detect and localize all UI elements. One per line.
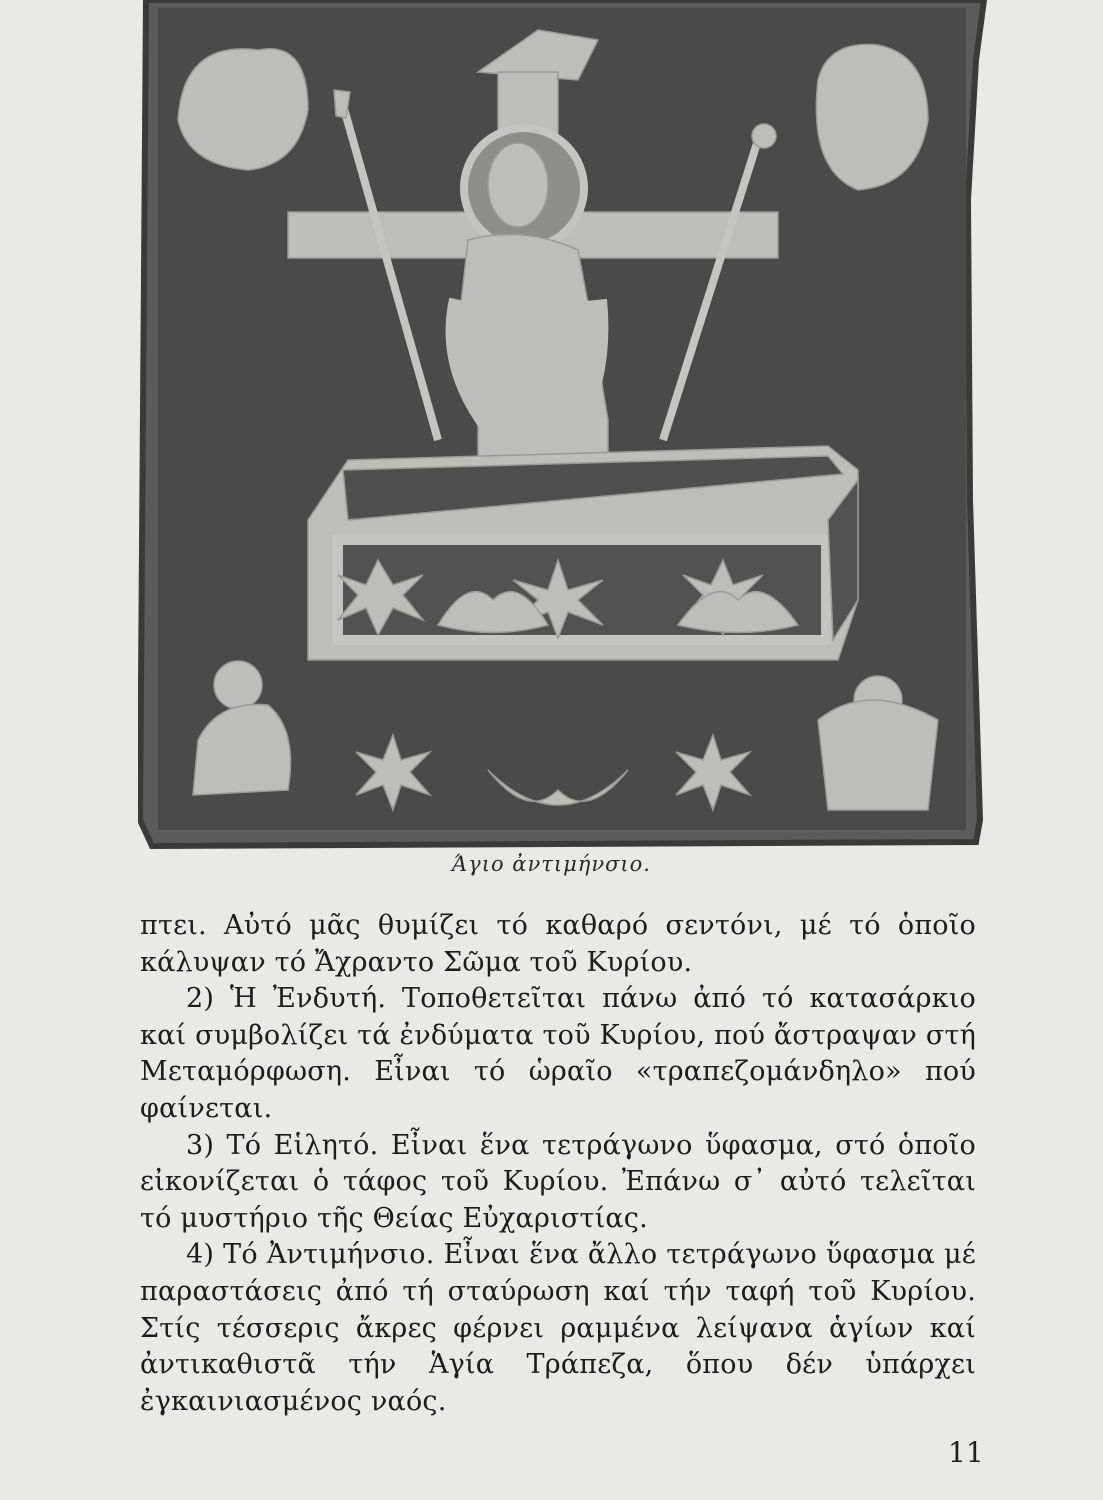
page-number: 11 [948,1436,984,1469]
paragraph: πτει. Αὐτό μᾶς θυμίζει τό καθαρό σεντόνι, μέ τό ὁποῖο κάλυψαν τό Ἄχραντο Σῶμα τοῦ Κυρίου. [140,910,976,978]
figure-caption: Άγιο ἀντιμήνσιο. [452,852,651,876]
paragraph: 4) Τό Ἀντιμήνσιο. Εἶναι ἕνα ἄλλο τετράγωνο ὕφασμα μέ παραστάσεις ἀπό τή σταύρωση καί τήν ταφή τοῦ Κυρίου. Στίς τέσσερις ἄκρες φέρνει ραμμένα λείψανα ἁγίων καί ἀντικαθιστᾶ τήν Ἁγία Τράπεζα, ὅπου δέν ὑπάρχει ἐγκαινιασμένος ναός. [140,1239,976,1417]
paragraph: 2) Ἡ Ἐνδυτή. Τοποθετεῖται πάνω ἀπό τό κατασάρκιο καί συμβολίζει τά ἐνδύματα τοῦ Κυρίου, πού ἄστραψαν στή Μεταμόρφωση. Εἶναι τό ὡραῖο «τραπεζομάνδηλο» πού φαίνεται. [140,983,976,1124]
body-text [140,908,976,1420]
antimension-photo [138,0,993,850]
paragraph: 3) Τό Εἱλητό. Εἶναι ἕνα τετράγωνο ὕφασμα, στό ὁποῖο εἰκονίζεται ὁ τάφος τοῦ Κυρίου. Ἐπάνω σ᾽ αὐτό τελεῖται τό μυστήριο τῆς Θείας Εὐχαριστίας. [140,1129,976,1234]
